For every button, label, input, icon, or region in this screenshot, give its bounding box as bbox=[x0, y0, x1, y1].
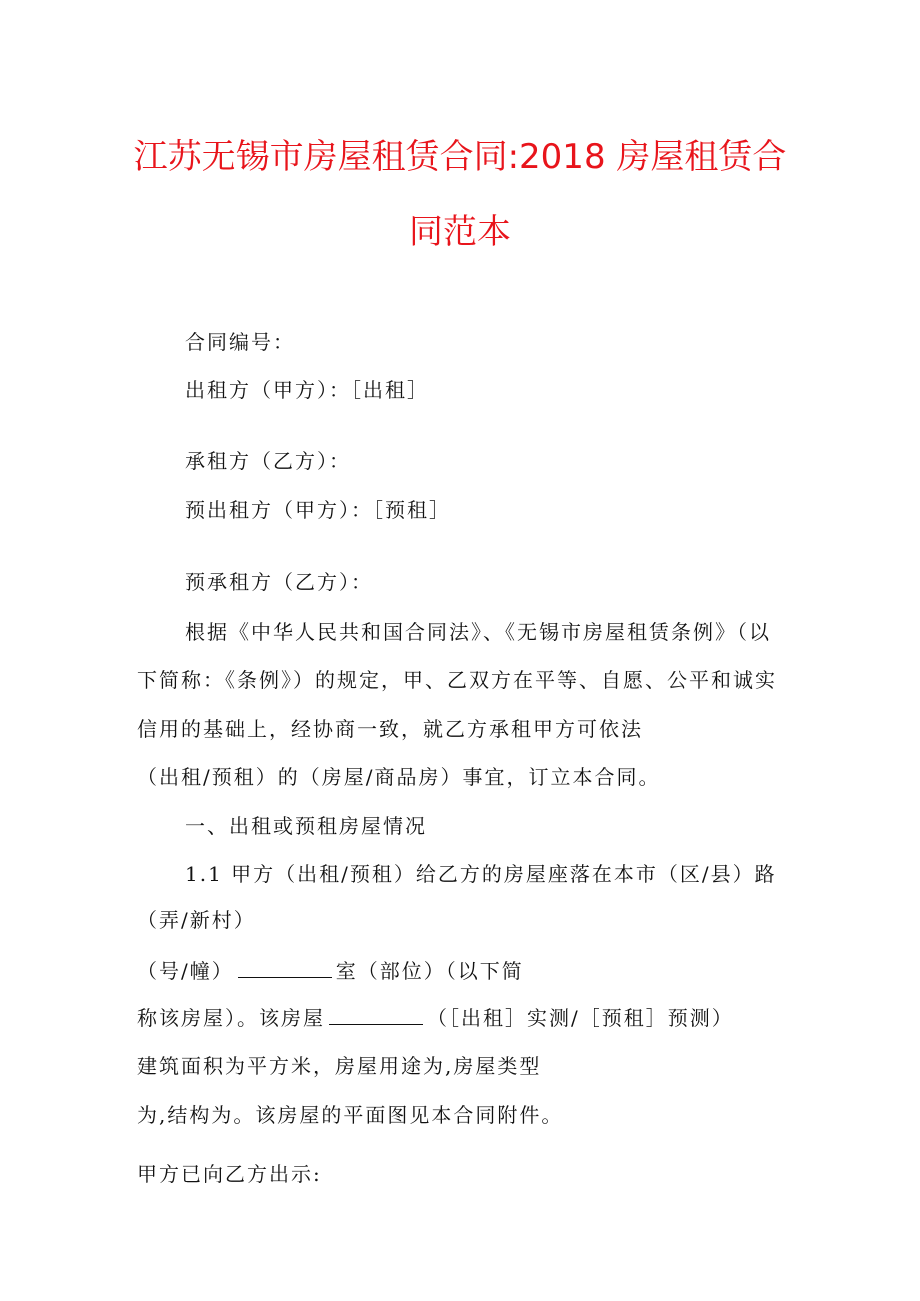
fill-in-blank bbox=[238, 959, 332, 978]
text-segment: （号/幢） bbox=[137, 959, 234, 983]
pre-lessee-line: 预承租方（乙方）： bbox=[185, 570, 373, 594]
text-segment: （［出租］实测/［预租］预测） bbox=[427, 1006, 734, 1030]
text-segment: 称该房屋）。该房屋 bbox=[137, 1006, 325, 1030]
paragraph-line: 为,结构为。该房屋的平面图见本合同附件。 bbox=[137, 1103, 564, 1127]
document-title-line-2: 同范本 bbox=[409, 212, 511, 252]
text-segment: 室（部位）（以下简 bbox=[335, 959, 524, 983]
section-heading: 一、出租或预租房屋情况 bbox=[185, 814, 427, 838]
document-title-line-1: 江苏无锡市房屋租赁合同:2018 房屋租赁合 bbox=[133, 137, 787, 177]
contract-number-label: 合同编号： bbox=[185, 330, 295, 354]
fill-in-blank bbox=[329, 1006, 423, 1025]
lessee-line: 承租方（乙方）： bbox=[185, 449, 351, 473]
paragraph-line-with-blank bbox=[137, 1004, 734, 1032]
paragraph-line: 1.1 甲方（出租/预租）给乙方的房屋座落在本市（区/县）路 bbox=[185, 862, 777, 886]
paragraph-line: （弄/新村） bbox=[137, 908, 256, 932]
paragraph-line-with-blank bbox=[137, 957, 524, 985]
paragraph-line: 根据《中华人民共和国合同法》、《无锡市房屋租赁条例》（以 bbox=[185, 620, 771, 644]
paragraph-line: 甲方已向乙方出示: bbox=[137, 1162, 322, 1186]
paragraph-line: 信用的基础上，经协商一致，就乙方承租甲方可依法 bbox=[137, 717, 643, 741]
pre-lessor-line: 预出租方（甲方）：［预租］ bbox=[185, 498, 451, 522]
paragraph-line: （出租/预租）的（房屋/商品房）事宜，订立本合同。 bbox=[137, 765, 661, 789]
paragraph-line: 下简称：《条例》）的规定，甲、乙双方在平等、自愿、公平和诚实 bbox=[137, 668, 777, 692]
lessor-line: 出租方（甲方）：［出租］ bbox=[185, 378, 429, 402]
paragraph-line: 建筑面积为平方米，房屋用途为,房屋类型 bbox=[137, 1054, 542, 1078]
